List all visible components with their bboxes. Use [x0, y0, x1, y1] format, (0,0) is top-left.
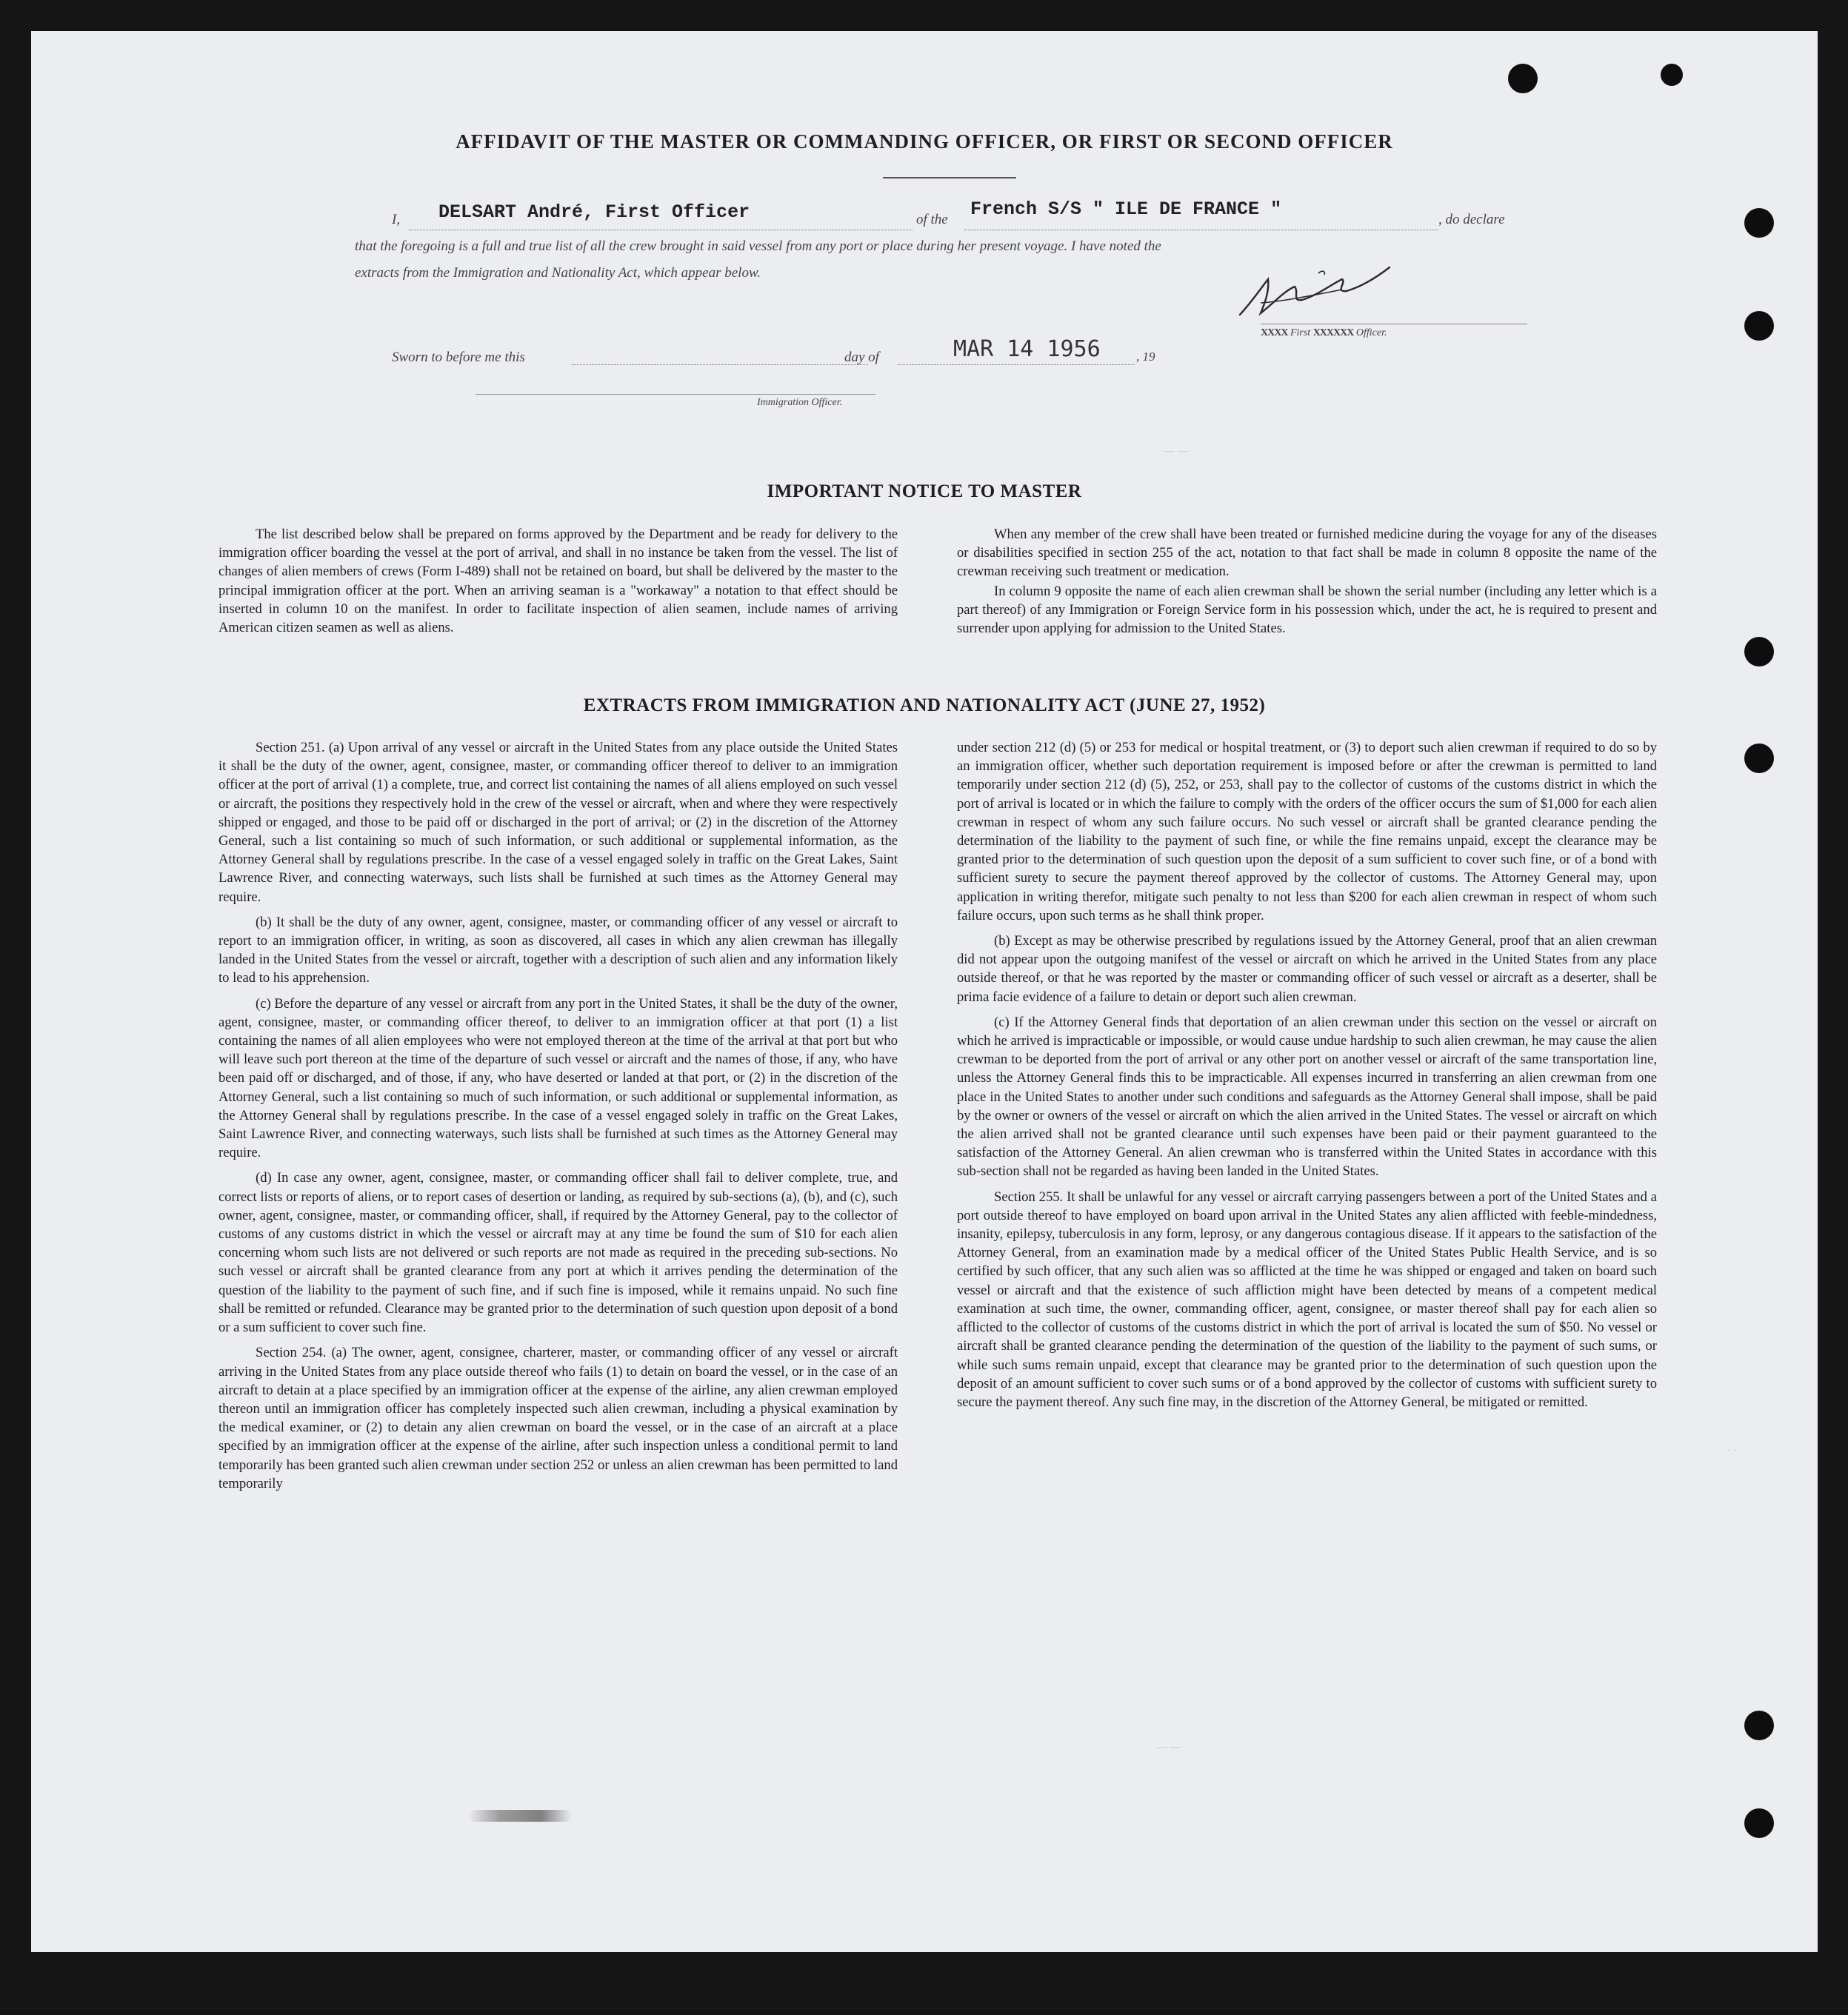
officer-name: DELSART André, First Officer — [438, 201, 750, 223]
immigration-officer-line — [476, 394, 875, 395]
binder-hole — [1744, 1808, 1774, 1838]
section-255: Section 255. It shall be unlawful for any vessel or aircraft carrying passengers between a port of the United States and a port outside thereof to have employed on board upon arrival in the United States any alien afflicted with feeble-mindedness, insanity, epilepsy, tuberculosis in any form, leprosy, or any dangerous contagious disease. If it appears to the satisfaction of the Attorney General, from an examination made by a medical officer of the United States Public Health Service, and is so certified by such officer, that any such alien was so afflicted at the time he was shipped or engaged and taken on board such vessel or aircraft and that the existence of such affliction might have been detected by means of a competent medical examination at such time, the owner, commanding officer, agent, consignee, or master thereof shall pay for each alien so afflicted to the collector of customs of the customs district in which the port of arrival is located the sum of $50. No vessel or aircraft shall be granted clearance pending the determination of the question of the liability to the payment of such sums, or while such sums remain unpaid, except that clearance may be granted prior to the determination of such question upon the deposit of an amount sufficient to cover such sums or of a bond approved by the collector of customs with sufficient surety to secure the payment thereof. Any such fine may, in the discretion of the Attorney General, be mitigated or remitted. — [957, 1189, 1657, 1410]
year-prefix: , 19 — [1136, 350, 1155, 364]
date-stamp: MAR 14 1956 — [953, 336, 1101, 362]
binder-hole — [1661, 64, 1683, 86]
immigration-officer-label: Immigration Officer. — [757, 397, 843, 408]
notice-left — [219, 525, 898, 644]
margin-mark: · · — [1727, 1446, 1737, 1457]
title-rule — [883, 177, 1016, 178]
margin-mark: — — — [1164, 446, 1188, 457]
of-the-label: of the — [916, 212, 948, 227]
signature-title — [1261, 327, 1387, 339]
struck-title-1: XXXX — [1261, 327, 1288, 338]
section-251-c: (c) Before the departure of any vessel or aircraft from any port in the United States, it shall be the duty of the owner, agent, consignee, master, or commanding officer thereof, to deliver to an immigration officer at that port (1) a list containing the names of all alien employees who were not employed thereon at the time of the arrival at that port but who will leave such port thereon at the time of the departure of such vessel or aircraft and the names of those, if any, who have been paid off or discharged, and of those, if any, who have deserted or landed at that port, or (2) in the discretion of the Attorney General, such a list containing so much of such information, or such additional or supplemental information, as the Attorney General shall by regulations prescribe. In the case of a vessel engaged solely in traffic on the Great Lakes, Saint Lawrence River, and connecting waterways, such lists shall be furnished at such times as the Attorney General may require. — [219, 995, 898, 1161]
section-254-a-continued: under section 212 (d) (5) or 253 for medical or hospital treatment, or (3) to deport such alien crewman if required to do so by an immigration officer, whether such deportation requirement is imposed before or after the crewman is permitted to land temporarily under section 212 (d) (5), 252, or 253, shall pay to the collector of customs of the customs district in which the port of arrival is located or in which the failure to comply with the orders of the officer occurs the sum of $1,000 for each alien crewman in respect of whom any such failure occurs. No such vessel or aircraft shall be granted clearance pending the determination of the liability to the payment of such fine, or while the fine remains unpaid, except the clearance may be granted prior to the determination of such question upon the deposit of a sum sufficient to cover such fine, or of a bond with sufficient surety to secure the payment thereof approved by the collector of customs. The Attorney General may, upon application in writing therefor, mitigate such penalty to not less than $200 for each alien crewman in respect of whom such failure occurs, upon such terms as he shall think proper. — [957, 740, 1657, 923]
binder-hole — [1508, 64, 1538, 93]
notice-right-text-1: When any member of the crew shall have been treated or furnished medicine during the voyage for any of the diseases or disabilities specified in section 255 of the act, notation to that fact shall be made in column 8 opposite the name of the crewman receiving such treatment or medication. — [957, 527, 1657, 580]
binder-hole — [1744, 208, 1774, 238]
do-declare-label: , do declare — [1438, 212, 1505, 227]
first-label: First — [1290, 327, 1311, 338]
date-line — [898, 364, 1135, 365]
affidavit-prefix: I, — [392, 212, 401, 227]
officer-label: Officer. — [1355, 327, 1387, 338]
ink-smudge — [468, 1810, 572, 1822]
document-page — [31, 31, 1818, 1952]
section-254-a: Section 254. (a) The owner, agent, consignee, charterer, master, or commanding officer of any vessel or aircraft arriving in the United States from any place outside thereof who fails (1) to detain on board the vessel, or in the case of an aircraft to detain at a place specified by an immigration officer at the expense of the airline, any alien crewman employed thereon until an immigration officer has completely inspected such alien crewman, including a physical examination by the medical examiner, or (2) to detain any alien crewman on board the vessel, or in the case of an aircraft at a place specified by an immigration officer at the expense of the airline, after such inspection unless a conditional permit to land temporarily has been granted such alien crewman under section 252 or unless an alien crewman has been permitted to land temporarily — [219, 1345, 898, 1491]
notice-heading: IMPORTANT NOTICE TO MASTER — [767, 481, 1082, 501]
affidavit-line-3: extracts from the Immigration and Nationality Act, which appear below. — [355, 265, 761, 281]
officer-signature — [1231, 257, 1401, 331]
section-251-a: Section 251. (a) Upon arrival of any vessel or aircraft in the United States from any place outside the United States it shall be the duty of the owner, agent, consignee, master, or commanding officer thereof to deliver to an immigration officer at the port of arrival (1) a complete, true, and correct list containing the names of all aliens employed on such vessel or aircraft, the positions they respectively hold in the crew of the vessel or aircraft, when and where they were respectively shipped or engaged, and those to be paid off or discharged in the port of arrival; or (2) in the discretion of the Attorney General, such a list containing so much of such information, or such additional or supplemental information, as the Attorney General shall by regulations prescribe. In the case of a vessel engaged solely in traffic on the Great Lakes, Saint Lawrence River, and connecting waterways, such lists shall be furnished at such times as the Attorney General may require. — [219, 740, 898, 905]
margin-mark: — — — [1157, 1742, 1181, 1753]
binder-hole — [1744, 637, 1774, 666]
notice-right — [957, 525, 1657, 644]
extracts-left-column — [219, 738, 898, 1500]
notice-right-text-2: In column 9 opposite the name of each alien crewman shall be shown the serial number (including any letter which is a part thereof) of any Immigration or Foreign Service form in his possession which, under the act, he is required to present and surrender upon applying for admission to the United States. — [957, 583, 1657, 637]
sworn-line — [572, 364, 868, 365]
extracts-heading: EXTRACTS FROM IMMIGRATION AND NATIONALITY ACT (JUNE 27, 1952) — [583, 695, 1266, 715]
affidavit-line-2: that the foregoing is a full and true list of all the crew brought in said vessel from any port or place during her present voyage. I have noted the — [355, 238, 1161, 254]
notice-left-text: The list described below shall be prepared on forms approved by the Department and be ready for delivery to the immigration officer boarding the vessel at the port of arrival, and shall in no instance be taken from the vessel. The list of changes of alien members of crews (Form I-489) shall not be retained on board, but shall be delivered by the master to the principal immigration officer at the port. When an arriving seaman is a "workaway" a notation to that effect should be inserted in column 10 on the manifest. In order to facilitate inspection of alien seamen, include names of arriving American citizen seamen as well as aliens. — [219, 527, 898, 636]
binder-hole — [1744, 1711, 1774, 1740]
sworn-label: Sworn to before me this — [392, 350, 525, 365]
binder-hole — [1744, 311, 1774, 341]
vessel-name: French S/S " ILE DE FRANCE " — [970, 198, 1282, 220]
binder-hole — [1744, 743, 1774, 773]
section-251-b: (b) It shall be the duty of any owner, agent, consignee, master, or commanding officer of any vessel or aircraft to report to an immigration officer, in writing, as soon as discovered, all cases in which any alien crewman has illegally landed in the United States from the vessel or aircraft, together with a description of such alien and any information likely to lead to his apprehension. — [219, 914, 898, 986]
affidavit-title: AFFIDAVIT OF THE MASTER OR COMMANDING OFFICER, OR FIRST OR SECOND OFFICER — [456, 130, 1393, 153]
section-251-d: (d) In case any owner, agent, consignee, master, or commanding officer shall fail to deliver complete, true, and correct lists or reports of aliens, or to report cases of desertion or landing, as required by sub-sections (a), (b), and (c), such owner, agent, consignee, master, or commanding officer, shall, if required by the Attorney General, pay to the collector of customs of any customs district in which the vessel or aircraft may at any time be found the sum of $10 for each alien concerning whom such lists are not delivered or such reports are not made as required in the preceding sub-sections. No such vessel or aircraft shall be granted clearance from any port at which it arrives pending the determination of the question of the liability to the payment of such fine, and if such fine is imposed, while it remains unpaid. No such fine shall be remitted or refunded. Clearance may be granted prior to the determination of such question upon deposit of a bond or a sum sufficient to cover such fine. — [219, 1170, 898, 1336]
section-254-b: (b) Except as may be otherwise prescribed by regulations issued by the Attorney General, proof that an alien crewman did not appear upon the outgoing manifest of the vessel or aircraft on which he arrived in the United States from any place outside thereof, or that he was reported by the master or commanding officer of such vessel or aircraft as a deserter, shall be prima facie evidence of a failure to detain or deport such alien crewman. — [957, 933, 1657, 1005]
extracts-right-column — [957, 738, 1657, 1418]
day-of-label: day of — [844, 350, 879, 365]
struck-title-2: XXXXXX — [1312, 327, 1354, 338]
section-254-c: (c) If the Attorney General finds that deportation of an alien crewman under this section on the vessel or aircraft on which he arrived is impracticable or impossible, or would cause undue hardship to such alien crewman, he may cause the alien crewman to be deported from the port of arrival or any other port on another vessel or aircraft of the same transportation line, unless the Attorney General finds this to be impracticable. All expenses incurred in transferring an alien crewman from one place in the United States to another under such conditions and safeguards as the Attorney General shall impose, shall be paid by the owner or owners of the vessel or aircraft on which the alien arrived in the United States. The vessel or aircraft on which the alien arrived shall not be granted clearance until such expenses have been paid or their payment guaranteed to the satisfaction of the Attorney General. An alien crewman who is transferred within the United States in accordance with this sub-section shall not be regarded as having been landed in the United States. — [957, 1014, 1657, 1180]
